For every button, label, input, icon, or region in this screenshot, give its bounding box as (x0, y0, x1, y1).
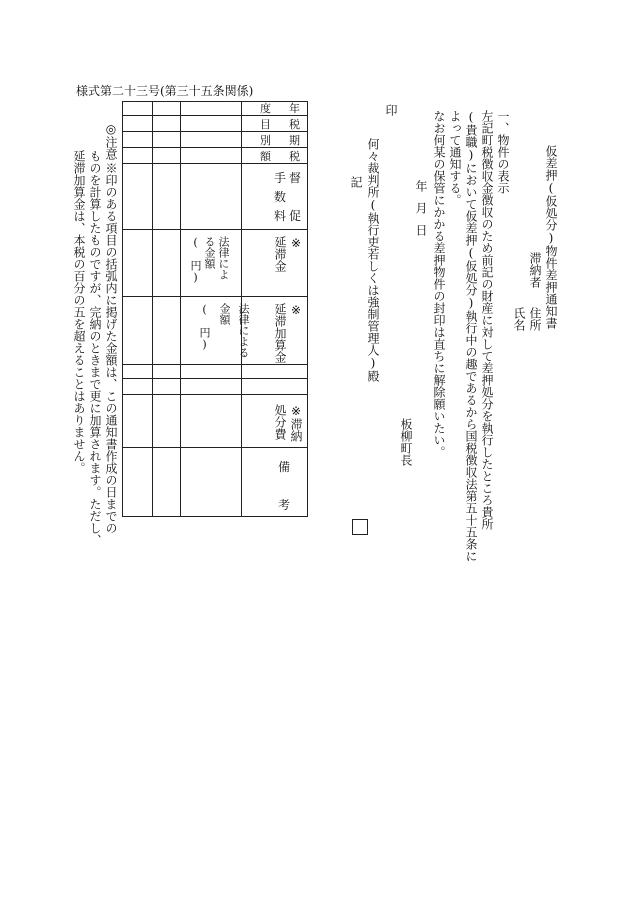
document-title: 仮差押(仮処分)物件差押通知書 (544, 145, 558, 329)
late-add-mark: ※ (289, 303, 303, 317)
fee-label-3: 手 (274, 171, 287, 185)
label-amount-a: 税 (289, 150, 300, 163)
table-row (123, 116, 308, 132)
table-row (123, 365, 308, 379)
body-line-2: (貴職)において仮差押(仮処分)執行中の趣であるから国税徴収法第五十五条に (464, 110, 478, 562)
date-day: 日 (414, 224, 428, 236)
table-row (123, 148, 308, 164)
taxpayer-name-label: 氏名 (512, 307, 526, 331)
disposal-mark: ※ (289, 404, 303, 418)
label-period-a: 期 (289, 134, 300, 147)
late-yen: ( 円) (189, 236, 202, 284)
fee-label-4: 数 (274, 190, 287, 204)
remarks-label-b: 考 (278, 498, 291, 512)
notes-heading: ◎注意 (104, 122, 118, 160)
form-number: 様式第二十三号(第三十五条関係) (76, 84, 254, 98)
table-row (123, 379, 308, 395)
fee-label-2: 促 (289, 209, 302, 223)
body-line-3: よって通知する。 (448, 110, 462, 206)
late-add-law-a: 法律による (237, 303, 250, 358)
late-add-law-b: 金額 (218, 303, 231, 325)
late-law-b: る金額 (203, 236, 216, 269)
table-row (123, 132, 308, 148)
late-add-label: 延滞加算金 (273, 303, 287, 363)
table-row (123, 102, 308, 116)
disposal-label-b: 処分費 (273, 404, 287, 440)
disposal-label-a: 滞納 (289, 418, 303, 442)
item-heading: 一、物件の表示 (496, 110, 510, 194)
body-line-4: なお何某の保管にかかる差押物件の封印は直ちに解除願いたい。 (432, 110, 446, 458)
addressee: 何々裁判所(執行吏若しくは強制管理人)殿 (366, 138, 380, 382)
seal-box (352, 519, 368, 535)
taxpayer-label: 滞納者 (528, 252, 542, 288)
late-law-a: 法律によ (217, 236, 230, 280)
notes-line-3: 延滞加算金は、本税の百分の五を超えることはありません。 (72, 150, 86, 474)
date-year: 年 (414, 180, 428, 192)
taxpayer-address-label: 住所 (528, 307, 542, 331)
late-mark: ※ (289, 236, 303, 250)
late-label: 延滞金 (273, 236, 287, 272)
late-add-yen: ( 円) (198, 303, 211, 351)
label-amount-b: 額 (260, 150, 271, 163)
remarks-label-a: 備 (278, 460, 291, 474)
label-period-b: 別 (260, 134, 271, 147)
issuer: 板柳町長 (399, 418, 413, 466)
body-line-1: 左記町税徴収金徴収のため前記の財産に対して差押処分を執行したところ貴所 (480, 110, 494, 530)
fee-label-5: 料 (274, 209, 287, 223)
seal-mark: 印 (384, 104, 398, 116)
label-year-a: 年 (289, 102, 300, 115)
label-item-a: 税 (289, 118, 300, 131)
date-month: 月 (414, 202, 428, 214)
notes-line-2: ものを計算したものですが、完納のときまで更に加算されます。ただし、 (88, 150, 102, 546)
label-year-b: 度 (260, 102, 271, 115)
fee-label-1: 督 (289, 171, 302, 185)
notes-line-1: ※印のある項目の括弧内に掲げた金額は、この通知書作成の日までの (104, 162, 118, 534)
label-item-b: 目 (260, 118, 271, 131)
ki-mark: 記 (349, 176, 363, 188)
